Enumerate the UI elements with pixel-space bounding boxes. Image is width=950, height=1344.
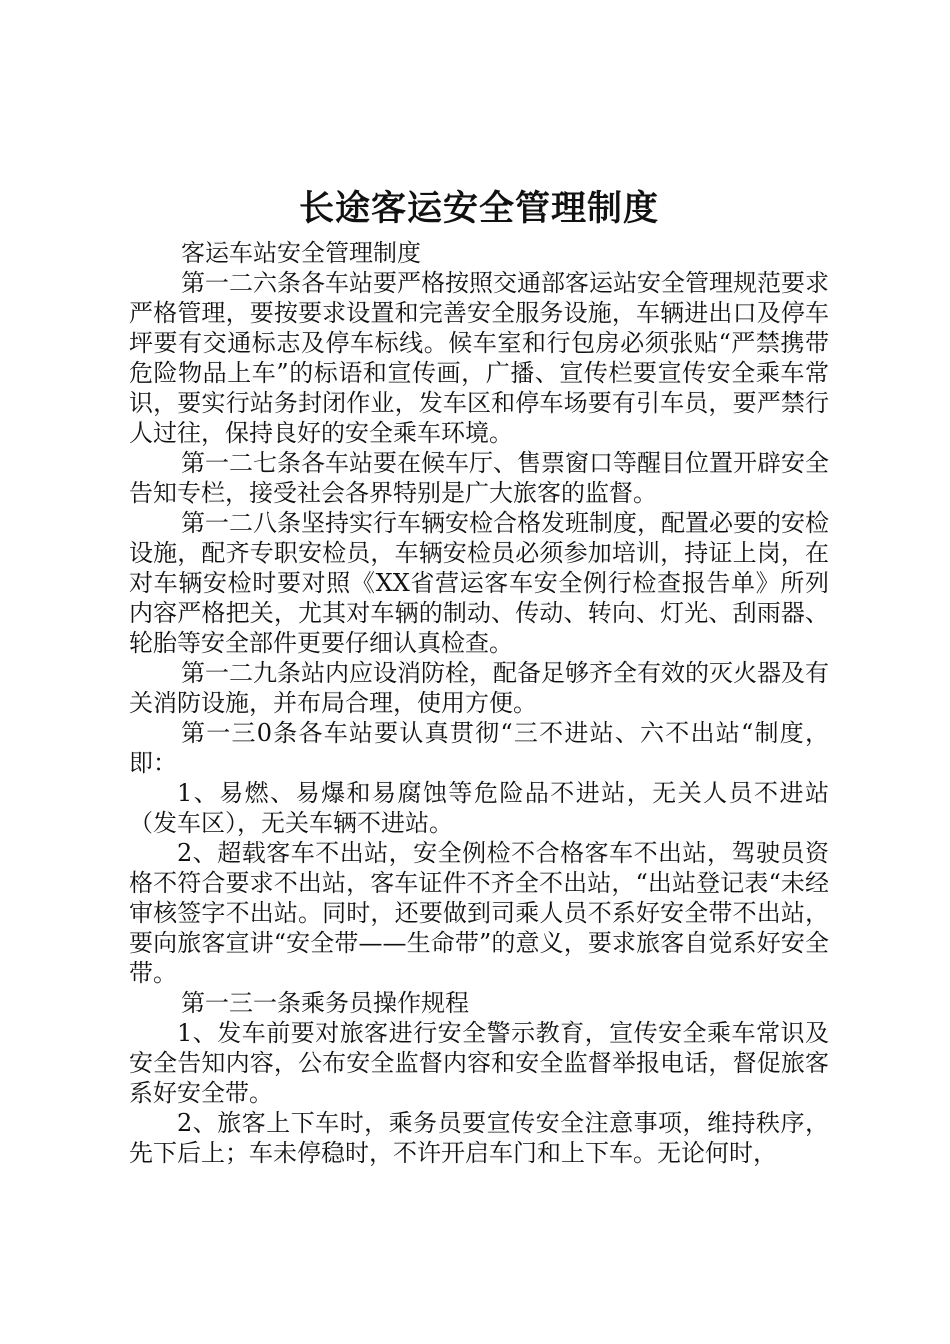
section-heading: 客运车站安全管理制度 [181, 239, 421, 267]
article-126: 第一二六条各车站要严格按照交通部客运站安全管理规范要求严格管理，要按要求设置和完善安全服务设施，车辆进出口及停车坪要有交通标志及停车标线。候车室和行包房必须张贴“严禁携带危险物品上车”的标语和宣传画，广播、宣传栏要宣传安全乘车常识，要实行站务封闭作业，发车区和停车场要有引车员，要严禁行人过往，保持良好的安全乘车环境。 [129, 269, 829, 447]
article-130-item-2: 2、超载客车不出站，安全例检不合格客车不出站，驾驶员资格不符合要求不出站，客车证件不齐全不出站，“出站登记表“未经审核签字不出站。同时，还要做到司乘人员不系好安全带不出站，要向旅客宣讲“安全带——生命带”的意义，要求旅客自觉系好安全带。 [129, 839, 829, 987]
article-129: 第一二九条站内应设消防栓，配备足够齐全有效的灭火器及有关消防设施，并布局合理，使用方便。 [129, 659, 829, 717]
article-127: 第一二七条各车站要在候车厅、售票窗口等醒目位置开辟安全告知专栏，接受社会各界特别是广大旅客的监督。 [129, 449, 829, 507]
article-130-item-1: 1、易燃、易爆和易腐蚀等危险品不进站，无关人员不进站（发车区），无关车辆不进站。 [129, 779, 829, 837]
article-130: 第一三0条各车站要认真贯彻“三不进站、六不出站“制度，即： [129, 719, 829, 777]
article-131-item-2: 2、旅客上下车时，乘务员要宣传安全注意事项，维持秩序，先下后上；车未停稳时，不许开启车门和上下车。无论何时， [129, 1109, 829, 1167]
document-title: 长途客运安全管理制度 [298, 189, 659, 229]
article-131-item-1: 1、发车前要对旅客进行安全警示教育，宣传安全乘车常识及安全告知内容，公布安全监督内容和安全监督举报电话，督促旅客系好安全带。 [129, 1019, 829, 1107]
article-131: 第一三一条乘务员操作规程 [181, 989, 469, 1017]
document-page [129, 186, 829, 1168]
article-128: 第一二八条坚持实行车辆安检合格发班制度，配置必要的安检设施，配齐专职安检员，车辆安检员必须参加培训，持证上岗，在对车辆安检时要对照《XX省营运客车安全例行检查报告单》所列内容严格把关，尤其对车辆的制动、传动、转向、灯光、刮雨器、轮胎等安全部件更要仔细认真检查。 [129, 509, 829, 657]
